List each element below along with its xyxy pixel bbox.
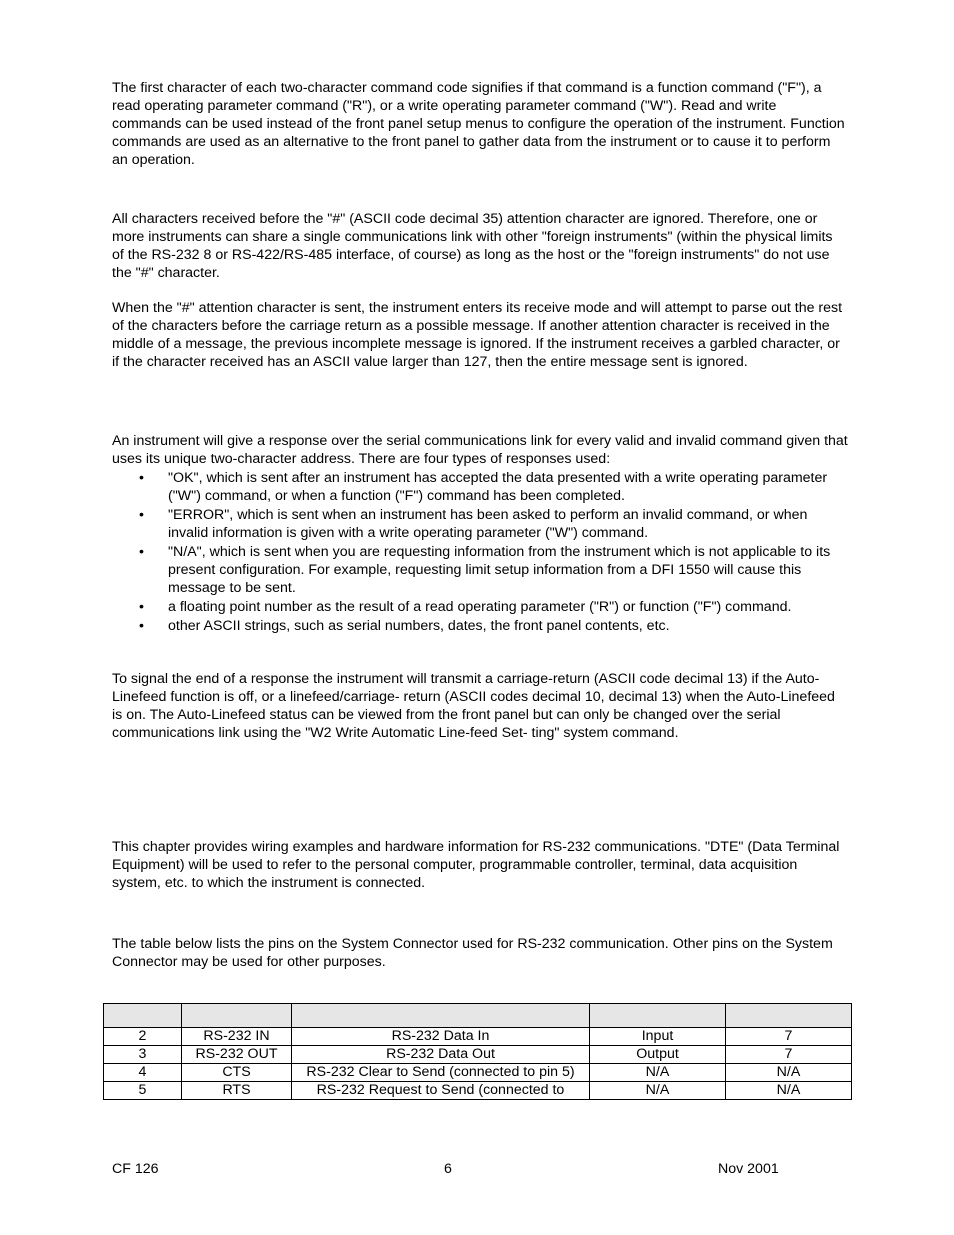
table-cell-direction: Input xyxy=(590,1028,726,1046)
paragraph-attention-character: All characters received before the "#" (ASCII code decimal 35) attention character are ignored. Therefore, one or more instruments can share a single communications link with other "foreign instruments" (within the physical limits of the RS-232 8 or RS-422/RS-485 interface, of course) as long as the host or the "foreign instruments" do not use the "#" character. xyxy=(112,211,833,281)
table-cell-description: RS-232 Request to Send (connected to xyxy=(292,1082,590,1100)
bullet-icon: • xyxy=(139,507,144,523)
list-item-text: a floating point number as the result of a read operating parameter ("R") or function ("F") command. xyxy=(168,599,792,615)
table-cell-description: RS-232 Clear to Send (connected to pin 5) xyxy=(292,1064,590,1082)
paragraph-chapter-intro: This chapter provides wiring examples and hardware information for RS-232 communications. "DTE" (Data Terminal Equipment) will be used to refer to the personal computer, programmable controller, terminal, data acquisition system, etc. to which the instrument is connected. xyxy=(112,839,840,891)
table-cell-description: RS-232 Data Out xyxy=(292,1046,590,1064)
table-cell-pin: 2 xyxy=(104,1028,182,1046)
table-cell-value: 7 xyxy=(726,1028,852,1046)
footer-doc-id: CF 126 xyxy=(112,1161,159,1177)
paragraph-command-codes: The first character of each two-character command code signifies if that command is a function command ("F"), a read operating parameter command ("R"), or a write operating parameter command ("W"). Read and write commands can be used instead of the front panel setup menus to configure the operation of the instrument. Function commands are used as an alternative to the front panel to gather data from the instrument or to cause it to perform an operation. xyxy=(112,80,845,168)
bullet-icon: • xyxy=(139,618,144,634)
table-cell-description: RS-232 Data In xyxy=(292,1028,590,1046)
table-header-cell xyxy=(292,1004,590,1028)
list-item-text: "N/A", which is sent when you are requesting information from the instrument which is not applicable to its present configuration. For example, requesting limit setup information from a DFI 1550 will cause this message to be sent. xyxy=(168,544,831,596)
bullet-icon: • xyxy=(139,544,144,560)
table-row xyxy=(104,1082,852,1100)
bullet-icon: • xyxy=(139,470,144,486)
table-row xyxy=(104,1028,852,1046)
list-item-text: "OK", which is sent after an instrument has accepted the data presented with a write operating parameter ("W") command, or when a function ("F") command has been completed. xyxy=(168,470,828,504)
paragraph-end-of-response: To signal the end of a response the instrument will transmit a carriage-return (ASCII code decimal 13) if the Auto-Linefeed function is off, or a linefeed/carriage- return (ASCII codes decimal 10, decimal 13) when the Auto-Linefeed is on. The Auto-Linefeed status can be viewed from the front panel but can only be changed over the serial communications link using the "W2 Write Automatic Line-feed Set- ting" system command. xyxy=(112,671,835,741)
bullet-icon: • xyxy=(139,599,144,615)
list-item xyxy=(112,543,848,597)
paragraph-responses-intro: An instrument will give a response over the serial communications link for every valid and invalid command given that uses its unique two-character address. There are four types of responses used: xyxy=(112,433,848,467)
table-cell-value: 7 xyxy=(726,1046,852,1064)
paragraph-table-intro: The table below lists the pins on the System Connector used for RS-232 communication. Other pins on the System Connector may be used for other purposes. xyxy=(112,936,833,970)
table-cell-direction: Output xyxy=(590,1046,726,1064)
list-item xyxy=(112,506,848,542)
list-item-text: "ERROR", which is sent when an instrument has been asked to perform an invalid command, or when invalid information is given with a write operating parameter ("W") command. xyxy=(168,507,808,541)
table-header-cell xyxy=(104,1004,182,1028)
list-item xyxy=(112,598,848,616)
table-cell-pin: 5 xyxy=(104,1082,182,1100)
table-cell-signal: CTS xyxy=(182,1064,292,1082)
table-cell-direction: N/A xyxy=(590,1082,726,1100)
table-cell-signal: RTS xyxy=(182,1082,292,1100)
list-item xyxy=(112,617,848,635)
response-types-list xyxy=(112,469,848,636)
table-cell-signal: RS-232 IN xyxy=(182,1028,292,1046)
table-cell-direction: N/A xyxy=(590,1064,726,1082)
footer-date: Nov 2001 xyxy=(718,1161,779,1177)
table-cell-pin: 3 xyxy=(104,1046,182,1064)
table-cell-pin: 4 xyxy=(104,1064,182,1082)
paragraph-receive-mode: When the "#" attention character is sent, the instrument enters its receive mode and will attempt to parse out the rest of the characters before the carriage return as a possible message. If another attention character is received in the middle of a message, the previous incomplete message is ignored. If the instrument receives a garbled character, or if the character received has an ASCII value larger than 127, then the entire message sent is ignored. xyxy=(112,300,843,370)
table-cell-signal: RS-232 OUT xyxy=(182,1046,292,1064)
table-cell-value: N/A xyxy=(726,1064,852,1082)
table-header-cell xyxy=(182,1004,292,1028)
table-header-row xyxy=(104,1004,852,1028)
table-row xyxy=(104,1046,852,1064)
table-row xyxy=(104,1064,852,1082)
list-item-text: other ASCII strings, such as serial numbers, dates, the front panel contents, etc. xyxy=(168,618,670,634)
table-header-cell xyxy=(726,1004,852,1028)
table-cell-value: N/A xyxy=(726,1082,852,1100)
system-connector-pin-table xyxy=(103,1003,852,1100)
footer-page-number: 6 xyxy=(444,1161,452,1177)
table-header-cell xyxy=(590,1004,726,1028)
list-item xyxy=(112,469,848,505)
